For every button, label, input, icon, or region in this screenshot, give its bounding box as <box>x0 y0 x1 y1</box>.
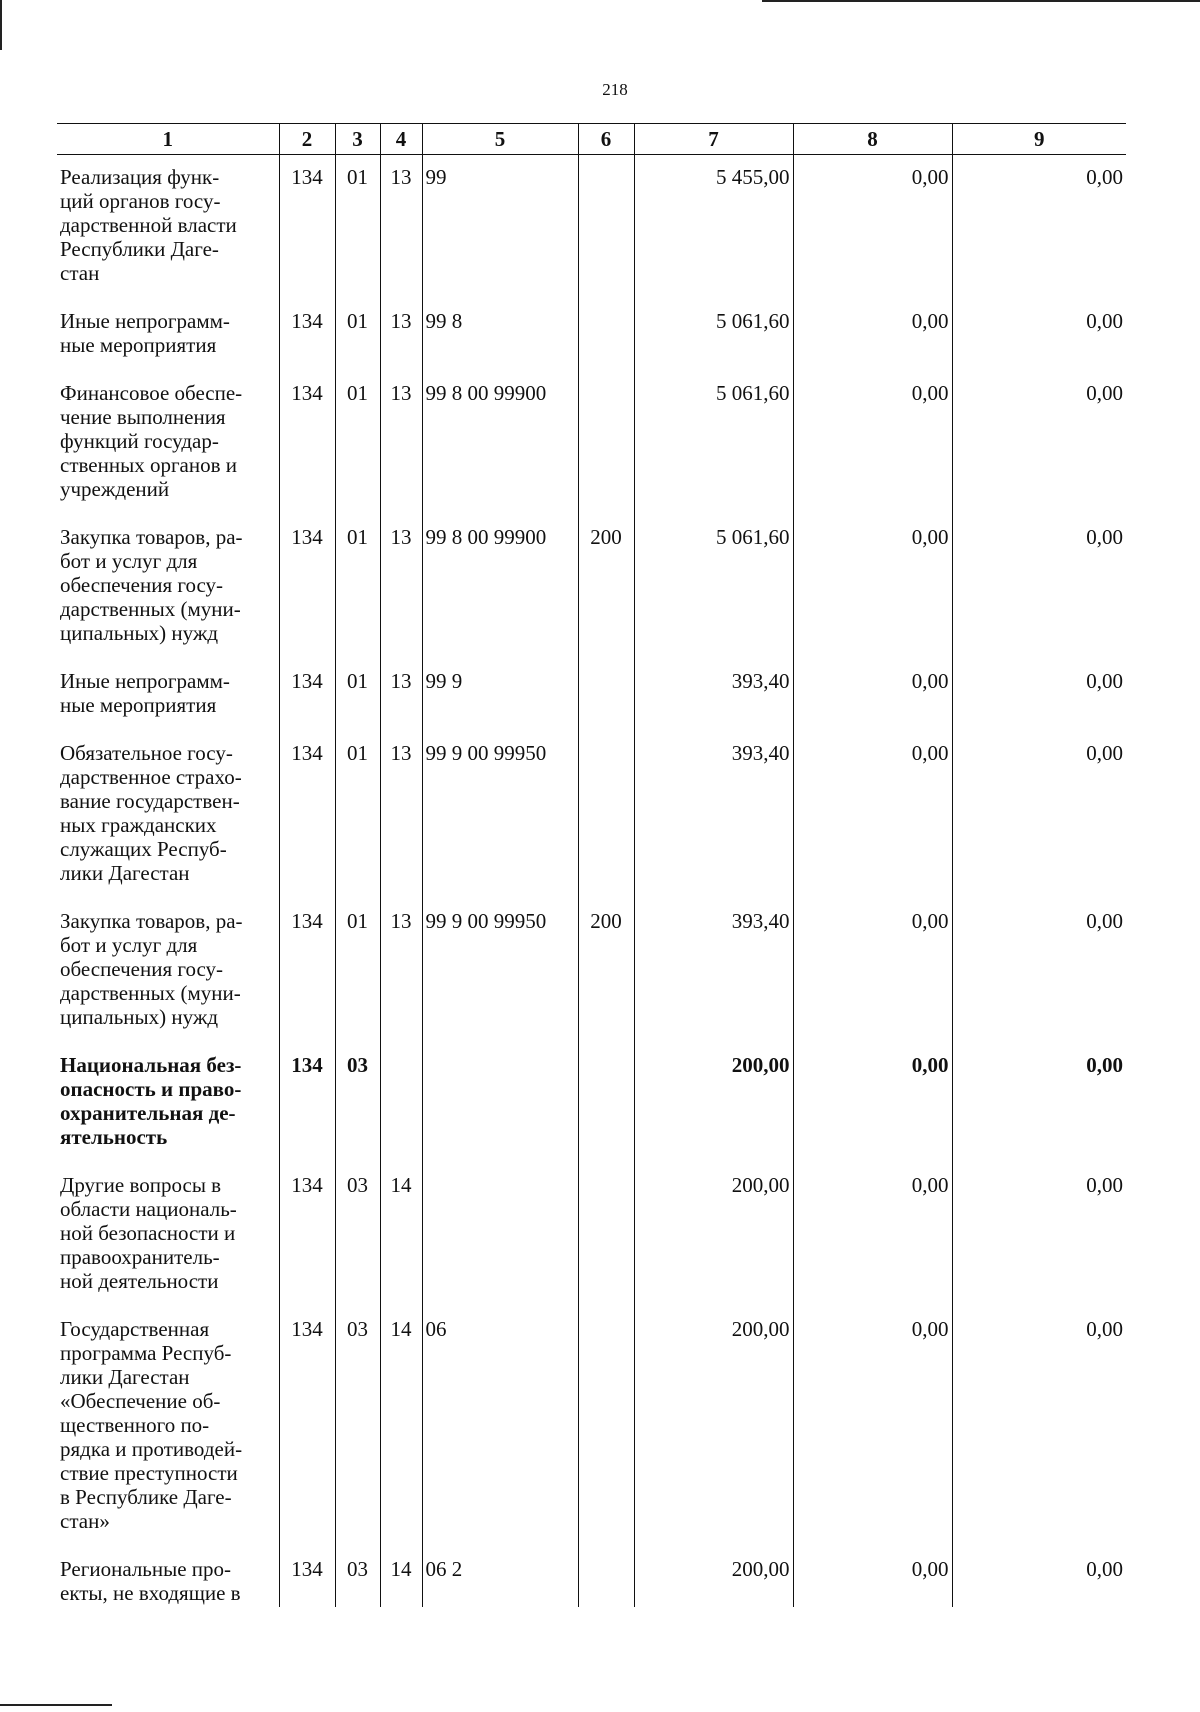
item-name-line: лики Дагестан <box>60 861 190 885</box>
amount-col9-cell: 0,00 <box>952 899 1126 1043</box>
column-header: 8 <box>793 124 952 155</box>
item-name-line: ственных органов и <box>60 453 238 477</box>
item-name-line: ствие преступности <box>60 1461 238 1485</box>
item-name-line: дарственных (муни- <box>60 597 241 621</box>
item-name-line: Закупка товаров, ра- <box>60 525 243 549</box>
item-name-line: щественного по- <box>60 1413 210 1437</box>
item-name-line: чение выполнения <box>60 405 226 429</box>
item-name-line: ятельность <box>60 1125 168 1149</box>
column-header: 1 <box>57 124 279 155</box>
section-cell: 03 <box>335 1043 380 1163</box>
item-name-cell <box>57 659 279 731</box>
table-row <box>57 1163 1126 1307</box>
item-name-line: Иные непрограмм- <box>60 669 230 693</box>
subsection-cell: 13 <box>380 731 422 899</box>
item-name-line: правоохранитель- <box>60 1245 220 1269</box>
section-cell: 03 <box>335 1547 380 1607</box>
amount-col9-cell: 0,00 <box>952 731 1126 899</box>
expense-type-cell <box>578 659 634 731</box>
amount-col7-cell: 5 061,60 <box>634 299 793 371</box>
target-article-cell: 99 8 00 99900 <box>422 371 578 515</box>
table-header-row <box>57 124 1126 155</box>
item-name-line: дарственных (муни- <box>60 981 241 1005</box>
amount-col8-cell: 0,00 <box>793 1043 952 1163</box>
code-cell: 134 <box>279 1307 335 1547</box>
subsection-cell: 14 <box>380 1547 422 1607</box>
table-row <box>57 299 1126 371</box>
section-cell: 03 <box>335 1307 380 1547</box>
expense-type-cell <box>578 1163 634 1307</box>
amount-col7-cell: 393,40 <box>634 731 793 899</box>
item-name-line: Финансовое обеспе- <box>60 381 243 405</box>
code-cell: 134 <box>279 299 335 371</box>
amount-col8-cell: 0,00 <box>793 1163 952 1307</box>
column-header: 9 <box>952 124 1126 155</box>
amount-col9-cell: 0,00 <box>952 1163 1126 1307</box>
item-name-line: Республики Даге- <box>60 237 219 261</box>
table-row <box>57 371 1126 515</box>
item-name-line: области националь- <box>60 1197 237 1221</box>
item-name-cell <box>57 155 279 300</box>
subsection-cell: 13 <box>380 515 422 659</box>
amount-col8-cell: 0,00 <box>793 515 952 659</box>
item-name-line: ципальных) нужд <box>60 1005 219 1029</box>
code-cell: 134 <box>279 1163 335 1307</box>
target-article-cell: 99 9 <box>422 659 578 731</box>
subsection-cell <box>380 1043 422 1163</box>
item-name-cell <box>57 899 279 1043</box>
subsection-cell: 14 <box>380 1163 422 1307</box>
table-row <box>57 659 1126 731</box>
subsection-cell: 13 <box>380 299 422 371</box>
item-name-line: бот и услуг для <box>60 933 198 957</box>
code-cell: 134 <box>279 731 335 899</box>
expense-type-cell <box>578 1043 634 1163</box>
item-name-line: учреждений <box>60 477 170 501</box>
subsection-cell: 14 <box>380 1307 422 1547</box>
item-name-line: лики Дагестан <box>60 1365 190 1389</box>
expense-type-cell <box>578 371 634 515</box>
code-cell: 134 <box>279 515 335 659</box>
item-name-line: стан <box>60 261 100 285</box>
expense-type-cell: 200 <box>578 515 634 659</box>
amount-col7-cell: 200,00 <box>634 1307 793 1547</box>
amount-col9-cell: 0,00 <box>952 1043 1126 1163</box>
item-name-line: ципальных) нужд <box>60 621 219 645</box>
expense-type-cell <box>578 299 634 371</box>
expense-type-cell <box>578 1307 634 1547</box>
item-name-line: екты, не входящие в <box>60 1581 241 1605</box>
item-name-line: дарственной власти <box>60 213 237 237</box>
code-cell: 134 <box>279 659 335 731</box>
target-article-cell: 99 8 00 99900 <box>422 515 578 659</box>
amount-col8-cell: 0,00 <box>793 371 952 515</box>
column-header: 4 <box>380 124 422 155</box>
table-row <box>57 731 1126 899</box>
subsection-cell: 13 <box>380 659 422 731</box>
expense-type-cell <box>578 1547 634 1607</box>
scan-edge-bottom-left <box>0 1704 112 1706</box>
item-name-line: ные мероприятия <box>60 693 217 717</box>
amount-col7-cell: 5 061,60 <box>634 515 793 659</box>
expense-type-cell <box>578 155 634 300</box>
code-cell: 134 <box>279 899 335 1043</box>
amount-col7-cell: 200,00 <box>634 1547 793 1607</box>
section-cell: 01 <box>335 155 380 300</box>
item-name-cell <box>57 1043 279 1163</box>
amount-col9-cell: 0,00 <box>952 155 1126 300</box>
item-name-line: Региональные про- <box>60 1557 232 1581</box>
amount-col7-cell: 5 455,00 <box>634 155 793 300</box>
item-name-line: Другие вопросы в <box>60 1173 222 1197</box>
amount-col7-cell: 5 061,60 <box>634 371 793 515</box>
code-cell: 134 <box>279 1043 335 1163</box>
item-name-line: «Обеспечение об- <box>60 1389 221 1413</box>
item-name-line: охранительная де- <box>60 1101 236 1125</box>
code-cell: 134 <box>279 371 335 515</box>
item-name-cell <box>57 1547 279 1607</box>
item-name-line: Реализация функ- <box>60 165 220 189</box>
item-name-cell <box>57 371 279 515</box>
amount-col9-cell: 0,00 <box>952 659 1126 731</box>
item-name-line: ной безопасности и <box>60 1221 236 1245</box>
subsection-cell: 13 <box>380 371 422 515</box>
item-name-line: Закупка товаров, ра- <box>60 909 243 933</box>
item-name-line: опасность и право- <box>60 1077 242 1101</box>
item-name-line: Иные непрограмм- <box>60 309 230 333</box>
amount-col9-cell: 0,00 <box>952 299 1126 371</box>
column-header: 5 <box>422 124 578 155</box>
item-name-cell <box>57 515 279 659</box>
item-name-cell <box>57 731 279 899</box>
item-name-cell <box>57 1307 279 1547</box>
code-cell: 134 <box>279 155 335 300</box>
section-cell: 01 <box>335 659 380 731</box>
amount-col7-cell: 200,00 <box>634 1163 793 1307</box>
item-name-line: обеспечения госу- <box>60 573 224 597</box>
section-cell: 01 <box>335 731 380 899</box>
amount-col9-cell: 0,00 <box>952 1547 1126 1607</box>
table-row <box>57 155 1126 300</box>
amount-col8-cell: 0,00 <box>793 1307 952 1547</box>
section-cell: 03 <box>335 1163 380 1307</box>
column-header: 3 <box>335 124 380 155</box>
budget-table <box>57 123 1126 1607</box>
section-cell: 01 <box>335 299 380 371</box>
amount-col8-cell: 0,00 <box>793 899 952 1043</box>
subsection-cell: 13 <box>380 899 422 1043</box>
target-article-cell <box>422 1163 578 1307</box>
target-article-cell: 99 8 <box>422 299 578 371</box>
table-row <box>57 1547 1126 1607</box>
table-row <box>57 899 1126 1043</box>
section-cell: 01 <box>335 515 380 659</box>
item-name-line: Обязательное госу- <box>60 741 233 765</box>
item-name-line: бот и услуг для <box>60 549 198 573</box>
amount-col8-cell: 0,00 <box>793 155 952 300</box>
item-name-line: функций государ- <box>60 429 219 453</box>
expense-type-cell: 200 <box>578 899 634 1043</box>
item-name-cell <box>57 299 279 371</box>
amount-col7-cell: 393,40 <box>634 899 793 1043</box>
table-row <box>57 1043 1126 1163</box>
amount-col7-cell: 393,40 <box>634 659 793 731</box>
target-article-cell: 99 9 00 99950 <box>422 731 578 899</box>
item-name-line: служащих Респуб- <box>60 837 227 861</box>
item-name-line: дарственное страхо- <box>60 765 242 789</box>
target-article-cell: 06 <box>422 1307 578 1547</box>
amount-col7-cell: 200,00 <box>634 1043 793 1163</box>
scan-edge-left <box>0 0 2 50</box>
item-name-cell <box>57 1163 279 1307</box>
item-name-line: вание государствен- <box>60 789 240 813</box>
section-cell: 01 <box>335 899 380 1043</box>
scan-edge-top-right <box>762 0 1200 2</box>
amount-col8-cell: 0,00 <box>793 731 952 899</box>
section-cell: 01 <box>335 371 380 515</box>
amount-col9-cell: 0,00 <box>952 371 1126 515</box>
amount-col8-cell: 0,00 <box>793 1547 952 1607</box>
target-article-cell: 99 <box>422 155 578 300</box>
table-row <box>57 515 1126 659</box>
item-name-line: стан» <box>60 1509 110 1533</box>
item-name-line: программа Респуб- <box>60 1341 232 1365</box>
item-name-line: ные мероприятия <box>60 333 217 357</box>
item-name-line: Государственная <box>60 1317 210 1341</box>
expense-type-cell <box>578 731 634 899</box>
amount-col8-cell: 0,00 <box>793 299 952 371</box>
amount-col9-cell: 0,00 <box>952 515 1126 659</box>
table-row <box>57 1307 1126 1547</box>
item-name-line: рядка и противодей- <box>60 1437 243 1461</box>
item-name-line: обеспечения госу- <box>60 957 224 981</box>
item-name-line: ной деятельности <box>60 1269 219 1293</box>
item-name-line: ных гражданских <box>60 813 217 837</box>
column-header: 2 <box>279 124 335 155</box>
amount-col9-cell: 0,00 <box>952 1307 1126 1547</box>
table-body <box>57 155 1126 1608</box>
column-header: 6 <box>578 124 634 155</box>
item-name-line: ций органов госу- <box>60 189 221 213</box>
subsection-cell: 13 <box>380 155 422 300</box>
code-cell: 134 <box>279 1547 335 1607</box>
target-article-cell: 99 9 00 99950 <box>422 899 578 1043</box>
item-name-line: Национальная без- <box>60 1053 242 1077</box>
target-article-cell: 06 2 <box>422 1547 578 1607</box>
item-name-line: в Республике Даге- <box>60 1485 232 1509</box>
amount-col8-cell: 0,00 <box>793 659 952 731</box>
column-header: 7 <box>634 124 793 155</box>
target-article-cell <box>422 1043 578 1163</box>
page-number: 218 <box>602 80 628 99</box>
